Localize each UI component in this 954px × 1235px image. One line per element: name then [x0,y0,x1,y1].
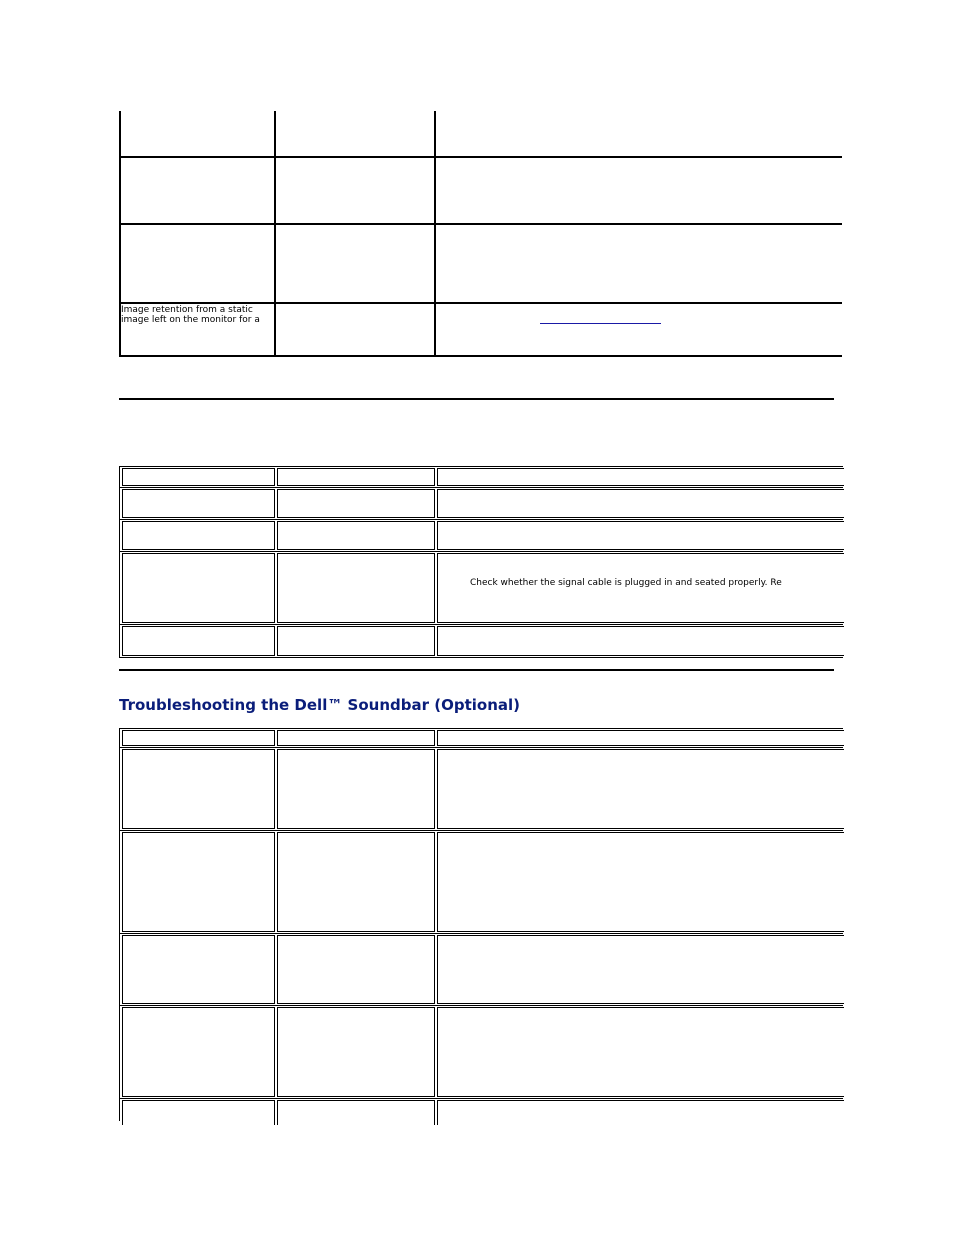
image-retention-problem-line2: image left on the monitor for a [121,315,260,325]
table-row [120,552,843,625]
table-row [120,1006,843,1099]
top-table-row-divider-1 [119,156,842,158]
top-table-col-divider-2 [434,111,436,357]
top-table-row-divider-2 [119,223,842,225]
signal-cable-solution: Check whether the signal cable is plugged in and seated properly. Re [470,578,782,588]
table-row [120,520,843,552]
middle-table [119,466,843,658]
top-table-bottom-border [119,355,842,357]
soundbar-section-heading: Troubleshooting the Dell™ Soundbar (Optional) [119,696,521,714]
top-table [119,111,842,357]
table-row [120,625,843,658]
top-table-row-divider-3 [119,302,842,304]
image-retention-link[interactable] [540,323,661,324]
image-retention-problem-line1: Image retention from a static [121,305,253,315]
table-row [120,467,843,488]
table-row [120,934,843,1006]
table-row [120,1099,843,1123]
table-row [120,748,843,831]
table-row [120,831,843,934]
table-row [120,729,843,748]
section-divider-1 [119,398,834,400]
top-table-col-divider-1 [274,111,276,357]
soundbar-table [119,728,843,1121]
section-divider-2 [119,669,834,671]
table-row [120,488,843,520]
